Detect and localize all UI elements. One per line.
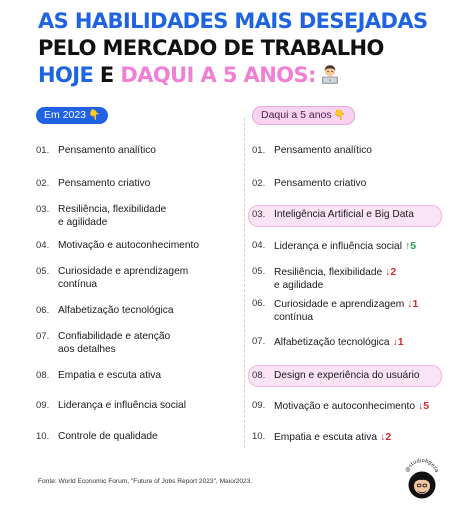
- list-item-5y-07: [252, 336, 404, 350]
- pointing-down-hand-icon: 👇: [88, 110, 101, 121]
- item-number: 08.: [252, 370, 266, 381]
- title-five-years: DAQUI A 5 ANOS:: [120, 63, 316, 87]
- list-item-5y-02: [252, 178, 366, 191]
- item-number: 03.: [36, 204, 50, 215]
- title-today: HOJE: [38, 63, 94, 87]
- list-item-2023-08: [36, 370, 161, 383]
- item-text: Pensamento analítico: [58, 145, 156, 156]
- rank-down-indicator: ↓1: [407, 298, 419, 310]
- technologist-emoji-icon: [319, 64, 341, 85]
- item-text: Confiabilidade e atenção: [58, 331, 171, 342]
- list-item-2023-02: [36, 178, 150, 191]
- item-number: 04.: [36, 240, 50, 251]
- item-number: 01.: [36, 145, 50, 156]
- item-text: Resiliência, flexibilidade: [274, 267, 383, 278]
- item-text: Curiosidade e aprendizagem: [58, 266, 189, 277]
- item-text: Curiosidade e aprendizagem: [274, 299, 405, 310]
- item-text: Inteligência Artificial e Big Data: [274, 209, 414, 220]
- label-2023-text: Em 2023: [44, 109, 87, 121]
- item-text-continued: contínua: [58, 278, 98, 290]
- item-text: Design e experiência do usuário: [274, 370, 420, 381]
- item-number: 05.: [252, 266, 266, 277]
- item-text: Empatia e escuta ativa: [58, 370, 162, 381]
- list-item-2023-09: [36, 400, 186, 413]
- list-item-5y-03: [252, 209, 414, 222]
- rank-down-indicator: ↓5: [418, 400, 430, 412]
- title-line-1: AS HABILIDADES MAIS DESEJADAS: [38, 9, 428, 33]
- source-footnote: Fonte: World Economic Forum, "Future of Jobs Report 2023", Maio/2023.: [38, 478, 253, 485]
- list-item-5y-05: [252, 266, 396, 292]
- rank-down-indicator: ↓1: [392, 336, 404, 348]
- profile-avatar-icon: [402, 456, 442, 500]
- pointing-down-hand-icon: 👇: [333, 110, 347, 121]
- column-2023: [36, 105, 236, 442]
- title-line-3: [38, 62, 458, 89]
- item-number: 04.: [252, 240, 266, 251]
- item-number: 10.: [252, 431, 266, 442]
- item-text: Pensamento criativo: [58, 178, 151, 189]
- label-5-years-text: Daqui a 5 anos: [261, 109, 332, 121]
- list-item-2023-06: [36, 305, 174, 318]
- item-text: Resiliência, flexibilidade: [58, 204, 167, 215]
- rank-down-indicator: ↓2: [385, 266, 397, 278]
- item-text: Alfabetização tecnológica: [274, 337, 390, 348]
- item-text: Pensamento analítico: [274, 145, 372, 156]
- item-number: 09.: [252, 400, 266, 411]
- list-item-5y-08: [252, 370, 420, 383]
- item-number: 02.: [252, 178, 266, 189]
- list-item-2023-07: [36, 331, 170, 356]
- item-text: Controle de qualidade: [58, 431, 158, 442]
- list-item-2023-03: [36, 204, 166, 229]
- list-item-2023-05: [36, 266, 188, 291]
- item-text-continued: aos detalhes: [58, 343, 116, 355]
- item-text: Empatia e escuta ativa: [274, 432, 378, 443]
- item-text: Liderança e influência social: [274, 241, 402, 252]
- list-item-5y-04: [252, 240, 416, 254]
- item-text: Pensamento criativo: [274, 178, 367, 189]
- item-text: Liderança e influência social: [58, 400, 186, 411]
- item-number: 07.: [252, 336, 266, 347]
- item-number: 02.: [36, 178, 50, 189]
- item-text-continued: e agilidade: [274, 279, 324, 291]
- list-item-5y-10: [252, 431, 391, 445]
- label-2023: [36, 107, 108, 124]
- item-text: Motivação e autoconhecimento: [58, 240, 200, 251]
- item-number: 09.: [36, 400, 50, 411]
- rank-down-indicator: ↓2: [380, 431, 392, 443]
- item-text: Alfabetização tecnológica: [58, 305, 174, 316]
- list-item-5y-06: [252, 298, 418, 324]
- label-5-years: [252, 106, 355, 125]
- svg-text:@studiobgeza: [405, 458, 440, 473]
- list-item-5y-09: [252, 400, 429, 414]
- column-5-years: [252, 105, 462, 443]
- item-number: 10.: [36, 431, 50, 442]
- list-item-2023-01: [36, 145, 156, 158]
- item-number: 06.: [36, 305, 50, 316]
- item-number: 06.: [252, 298, 266, 309]
- list-item-2023-04: [36, 240, 199, 253]
- list-item-5y-01: [252, 145, 372, 158]
- item-number: 08.: [36, 370, 50, 381]
- column-divider: [244, 118, 245, 448]
- list-item-2023-10: [36, 431, 158, 444]
- item-number: 05.: [36, 266, 50, 277]
- rank-up-indicator: ↑5: [405, 240, 417, 252]
- item-number: 03.: [252, 209, 266, 220]
- item-text: Motivação e autoconhecimento: [274, 401, 416, 412]
- title-and: E: [93, 63, 121, 87]
- title-line-2: PELO MERCADO DE TRABALHO: [38, 36, 384, 60]
- page-title: [38, 8, 458, 89]
- item-number: 07.: [36, 331, 50, 342]
- item-text-continued: e agilidade: [58, 216, 108, 228]
- item-text-continued: contínua: [274, 311, 314, 323]
- item-number: 01.: [252, 145, 266, 156]
- avatar-handle: @studiobgeza: [404, 457, 440, 474]
